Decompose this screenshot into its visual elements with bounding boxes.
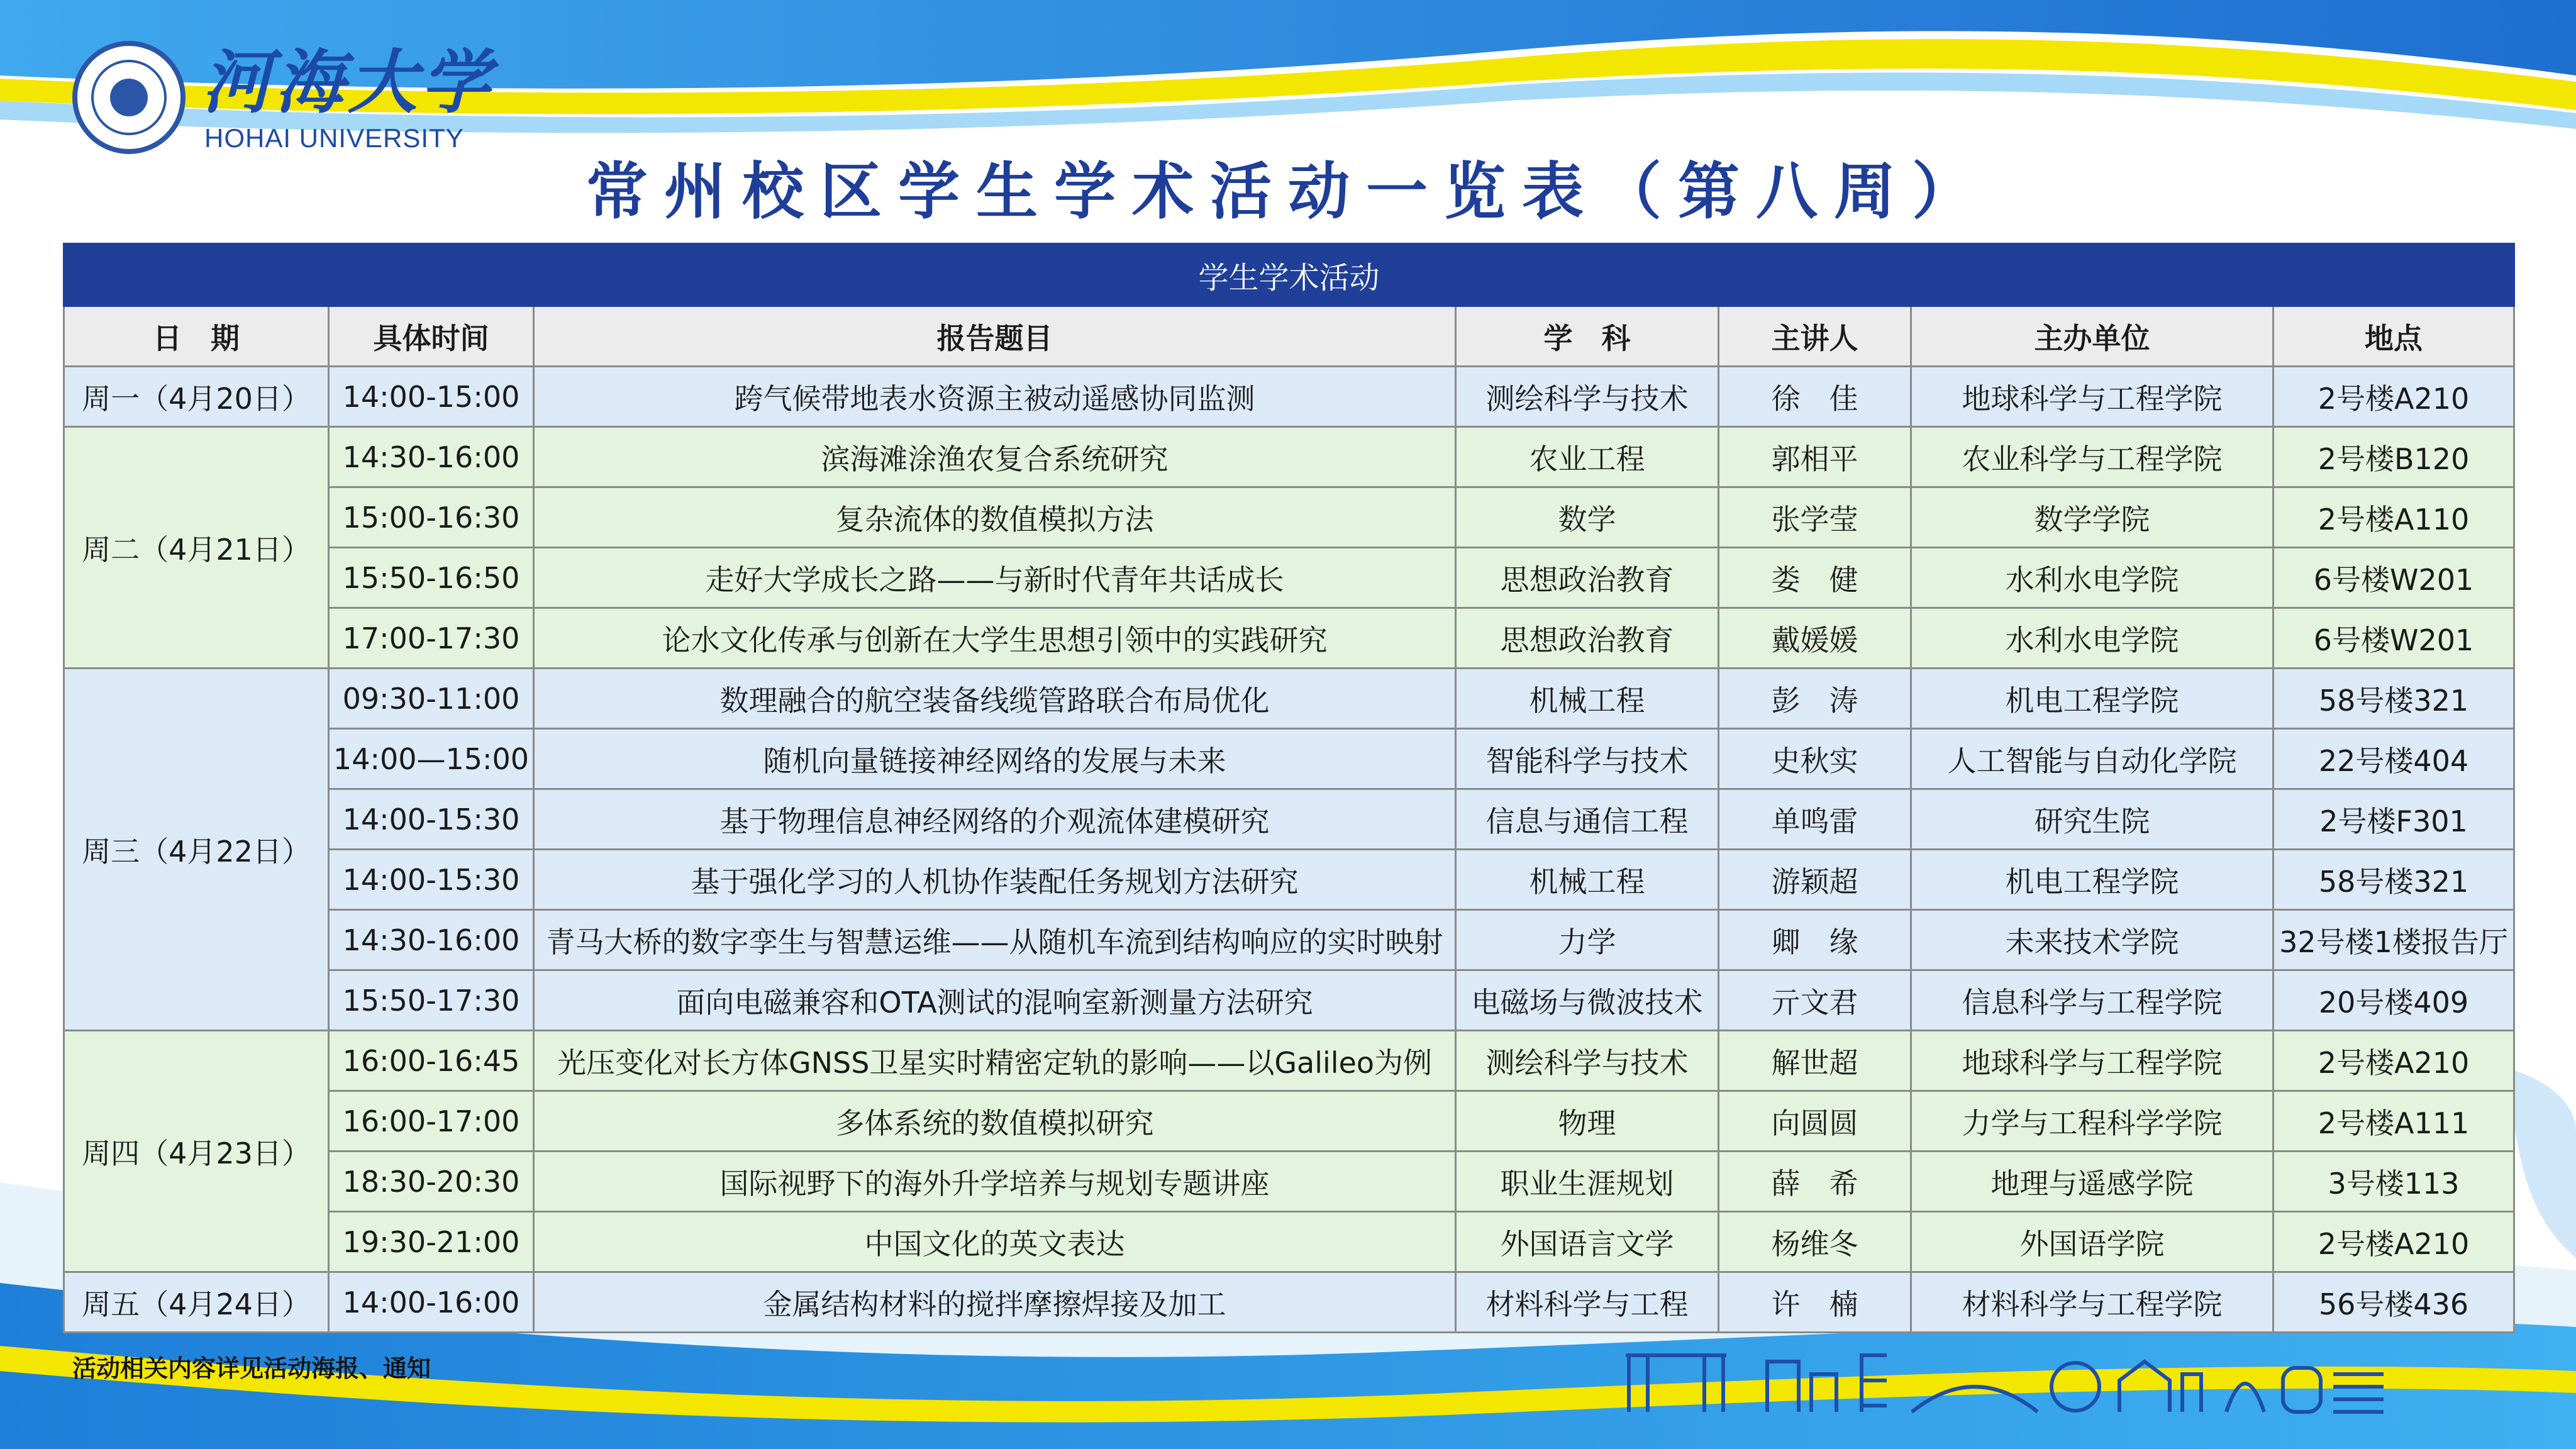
logo-english-name: HOHAI UNIVERSITY bbox=[204, 123, 464, 153]
activities-table-body bbox=[64, 367, 2514, 1333]
topic-cell: 金属结构材料的搅拌摩擦焊接及加工 bbox=[534, 1272, 1456, 1333]
university-seal-icon bbox=[72, 41, 186, 154]
topic-cell: 基于强化学习的人机协作装配任务规划方法研究 bbox=[534, 850, 1456, 910]
host-cell: 农业科学与工程学院 bbox=[1911, 427, 2273, 487]
table-row bbox=[64, 910, 2514, 970]
column-header-topic: 报告题目 bbox=[534, 306, 1456, 367]
venue-cell: 6号楼W201 bbox=[2273, 608, 2514, 669]
topic-cell: 数理融合的航空装备线缆管路联合布局优化 bbox=[534, 669, 1456, 729]
topic-cell: 基于物理信息神经网络的介观流体建模研究 bbox=[534, 789, 1456, 850]
speaker-cell: 薛 希 bbox=[1719, 1152, 1911, 1212]
venue-cell: 2号楼A110 bbox=[2273, 487, 2514, 548]
table-row bbox=[64, 367, 2514, 427]
speaker-cell: 彭 涛 bbox=[1719, 669, 1911, 729]
speaker-cell: 游颖超 bbox=[1719, 850, 1911, 910]
venue-cell: 56号楼436 bbox=[2273, 1272, 2514, 1333]
host-cell: 人工智能与自动化学院 bbox=[1911, 729, 2273, 789]
topic-cell: 青马大桥的数字孪生与智慧运维——从随机车流到结构响应的实时映射 bbox=[534, 910, 1456, 970]
topic-cell: 中国文化的英文表达 bbox=[534, 1212, 1456, 1272]
topic-cell: 滨海滩涂渔农复合系统研究 bbox=[534, 427, 1456, 487]
speaker-cell: 向圆圆 bbox=[1719, 1091, 1911, 1152]
host-cell: 水利水电学院 bbox=[1911, 548, 2273, 608]
host-cell: 地球科学与工程学院 bbox=[1911, 1031, 2273, 1091]
page-title: 常州校区学生学术活动一览表（第八周） bbox=[586, 156, 1990, 228]
time-cell: 18:30-20:30 bbox=[329, 1152, 534, 1212]
date-cell: 周一（4月20日） bbox=[64, 367, 329, 427]
topic-cell: 国际视野下的海外升学培养与规划专题讲座 bbox=[534, 1152, 1456, 1212]
time-cell: 14:00-15:30 bbox=[329, 789, 534, 850]
time-cell: 15:50-16:50 bbox=[329, 548, 534, 608]
date-cell: 周二（4月21日） bbox=[64, 427, 329, 669]
subject-cell: 外国语言文学 bbox=[1456, 1212, 1719, 1272]
host-cell: 研究生院 bbox=[1911, 789, 2273, 850]
logo-chinese-name: 河海大学 bbox=[202, 42, 494, 123]
venue-cell: 32号楼1楼报告厅 bbox=[2273, 910, 2514, 970]
subject-cell: 机械工程 bbox=[1456, 850, 1719, 910]
table-row bbox=[64, 487, 2514, 548]
date-cell: 周四（4月23日） bbox=[64, 1031, 329, 1272]
venue-cell: 20号楼409 bbox=[2273, 970, 2514, 1031]
venue-cell: 2号楼A111 bbox=[2273, 1091, 2514, 1152]
subject-cell: 电磁场与微波技术 bbox=[1456, 970, 1719, 1031]
speaker-cell: 杨维冬 bbox=[1719, 1212, 1911, 1272]
table-row bbox=[64, 1212, 2514, 1272]
time-cell: 15:00-16:30 bbox=[329, 487, 534, 548]
speaker-cell: 徐 佳 bbox=[1719, 367, 1911, 427]
time-cell: 19:30-21:00 bbox=[329, 1212, 534, 1272]
column-header-date: 日 期 bbox=[64, 306, 329, 367]
venue-cell: 2号楼A210 bbox=[2273, 1031, 2514, 1091]
speaker-cell: 卿 缘 bbox=[1719, 910, 1911, 970]
date-cell: 周五（4月24日） bbox=[64, 1272, 329, 1333]
table-row bbox=[64, 970, 2514, 1031]
topic-cell: 走好大学成长之路——与新时代青年共话成长 bbox=[534, 548, 1456, 608]
subject-cell: 测绘科学与技术 bbox=[1456, 1031, 1719, 1091]
venue-cell: 2号楼F301 bbox=[2273, 789, 2514, 850]
topic-cell: 跨气候带地表水资源主被动遥感协同监测 bbox=[534, 367, 1456, 427]
speaker-cell: 亓文君 bbox=[1719, 970, 1911, 1031]
venue-cell: 22号楼404 bbox=[2273, 729, 2514, 789]
table-row bbox=[64, 850, 2514, 910]
host-cell: 地理与遥感学院 bbox=[1911, 1152, 2273, 1212]
topic-cell: 论水文化传承与创新在大学生思想引领中的实践研究 bbox=[534, 608, 1456, 669]
venue-cell: 6号楼W201 bbox=[2273, 548, 2514, 608]
speaker-cell: 许 楠 bbox=[1719, 1272, 1911, 1333]
time-cell: 15:50-17:30 bbox=[329, 970, 534, 1031]
table-row bbox=[64, 1272, 2514, 1333]
host-cell: 机电工程学院 bbox=[1911, 669, 2273, 729]
column-header-row bbox=[64, 306, 2514, 367]
time-cell: 16:00-17:00 bbox=[329, 1091, 534, 1152]
venue-cell: 3号楼113 bbox=[2273, 1152, 2514, 1212]
speaker-cell: 娄 健 bbox=[1719, 548, 1911, 608]
venue-cell: 2号楼A210 bbox=[2273, 1212, 2514, 1272]
time-cell: 14:30-16:00 bbox=[329, 427, 534, 487]
campus-skyline-icon bbox=[1623, 1343, 2390, 1418]
time-cell: 09:30-11:00 bbox=[329, 669, 534, 729]
topic-cell: 随机向量链接神经网络的发展与未来 bbox=[534, 729, 1456, 789]
table-row bbox=[64, 729, 2514, 789]
table-row bbox=[64, 1152, 2514, 1212]
speaker-cell: 单鸣雷 bbox=[1719, 789, 1911, 850]
host-cell: 外国语学院 bbox=[1911, 1212, 2273, 1272]
table-row bbox=[64, 1031, 2514, 1091]
table-row bbox=[64, 548, 2514, 608]
column-header-time: 具体时间 bbox=[329, 306, 534, 367]
section-title-bar: 学生学术活动 bbox=[64, 244, 2514, 306]
host-cell: 地球科学与工程学院 bbox=[1911, 367, 2273, 427]
host-cell: 机电工程学院 bbox=[1911, 850, 2273, 910]
speaker-cell: 解世超 bbox=[1719, 1031, 1911, 1091]
subject-cell: 信息与通信工程 bbox=[1456, 789, 1719, 850]
topic-cell: 多体系统的数值模拟研究 bbox=[534, 1091, 1456, 1152]
time-cell: 16:00-16:45 bbox=[329, 1031, 534, 1091]
host-cell: 未来技术学院 bbox=[1911, 910, 2273, 970]
venue-cell: 58号楼321 bbox=[2273, 850, 2514, 910]
time-cell: 14:00-16:00 bbox=[329, 1272, 534, 1333]
table-row bbox=[64, 789, 2514, 850]
time-cell: 14:00—15:00 bbox=[329, 729, 534, 789]
topic-cell: 复杂流体的数值模拟方法 bbox=[534, 487, 1456, 548]
speaker-cell: 史秋实 bbox=[1719, 729, 1911, 789]
host-cell: 数学学院 bbox=[1911, 487, 2273, 548]
subject-cell: 测绘科学与技术 bbox=[1456, 367, 1719, 427]
host-cell: 力学与工程科学学院 bbox=[1911, 1091, 2273, 1152]
table-row bbox=[64, 427, 2514, 487]
time-cell: 14:30-16:00 bbox=[329, 910, 534, 970]
topic-cell: 面向电磁兼容和OTA测试的混响室新测量方法研究 bbox=[534, 970, 1456, 1031]
date-cell: 周三（4月22日） bbox=[64, 669, 329, 1031]
time-cell: 17:00-17:30 bbox=[329, 608, 534, 669]
subject-cell: 职业生涯规划 bbox=[1456, 1152, 1719, 1212]
column-header-host: 主办单位 bbox=[1911, 306, 2273, 367]
subject-cell: 数学 bbox=[1456, 487, 1719, 548]
topic-cell: 光压变化对长方体GNSS卫星实时精密定轨的影响——以Galileo为例 bbox=[534, 1031, 1456, 1091]
column-header-speaker: 主讲人 bbox=[1719, 306, 1911, 367]
footer-note: 活动相关内容详见活动海报、通知 bbox=[72, 1355, 431, 1382]
table-row bbox=[64, 669, 2514, 729]
subject-cell: 思想政治教育 bbox=[1456, 608, 1719, 669]
subject-cell: 力学 bbox=[1456, 910, 1719, 970]
time-cell: 14:00-15:30 bbox=[329, 850, 534, 910]
column-header-subject: 学 科 bbox=[1456, 306, 1719, 367]
subject-cell: 思想政治教育 bbox=[1456, 548, 1719, 608]
venue-cell: 58号楼321 bbox=[2273, 669, 2514, 729]
subject-cell: 材料科学与工程 bbox=[1456, 1272, 1719, 1333]
table-row bbox=[64, 608, 2514, 669]
university-logo bbox=[72, 41, 494, 154]
venue-cell: 2号楼B120 bbox=[2273, 427, 2514, 487]
subject-cell: 智能科学与技术 bbox=[1456, 729, 1719, 789]
speaker-cell: 戴媛媛 bbox=[1719, 608, 1911, 669]
activities-table bbox=[63, 243, 2515, 1333]
subject-cell: 农业工程 bbox=[1456, 427, 1719, 487]
time-cell: 14:00-15:00 bbox=[329, 367, 534, 427]
host-cell: 水利水电学院 bbox=[1911, 608, 2273, 669]
column-header-venue: 地点 bbox=[2273, 306, 2514, 367]
speaker-cell: 张学莹 bbox=[1719, 487, 1911, 548]
subject-cell: 机械工程 bbox=[1456, 669, 1719, 729]
host-cell: 信息科学与工程学院 bbox=[1911, 970, 2273, 1031]
table-row bbox=[64, 1091, 2514, 1152]
speaker-cell: 郭相平 bbox=[1719, 427, 1911, 487]
venue-cell: 2号楼A210 bbox=[2273, 367, 2514, 427]
host-cell: 材料科学与工程学院 bbox=[1911, 1272, 2273, 1333]
subject-cell: 物理 bbox=[1456, 1091, 1719, 1152]
